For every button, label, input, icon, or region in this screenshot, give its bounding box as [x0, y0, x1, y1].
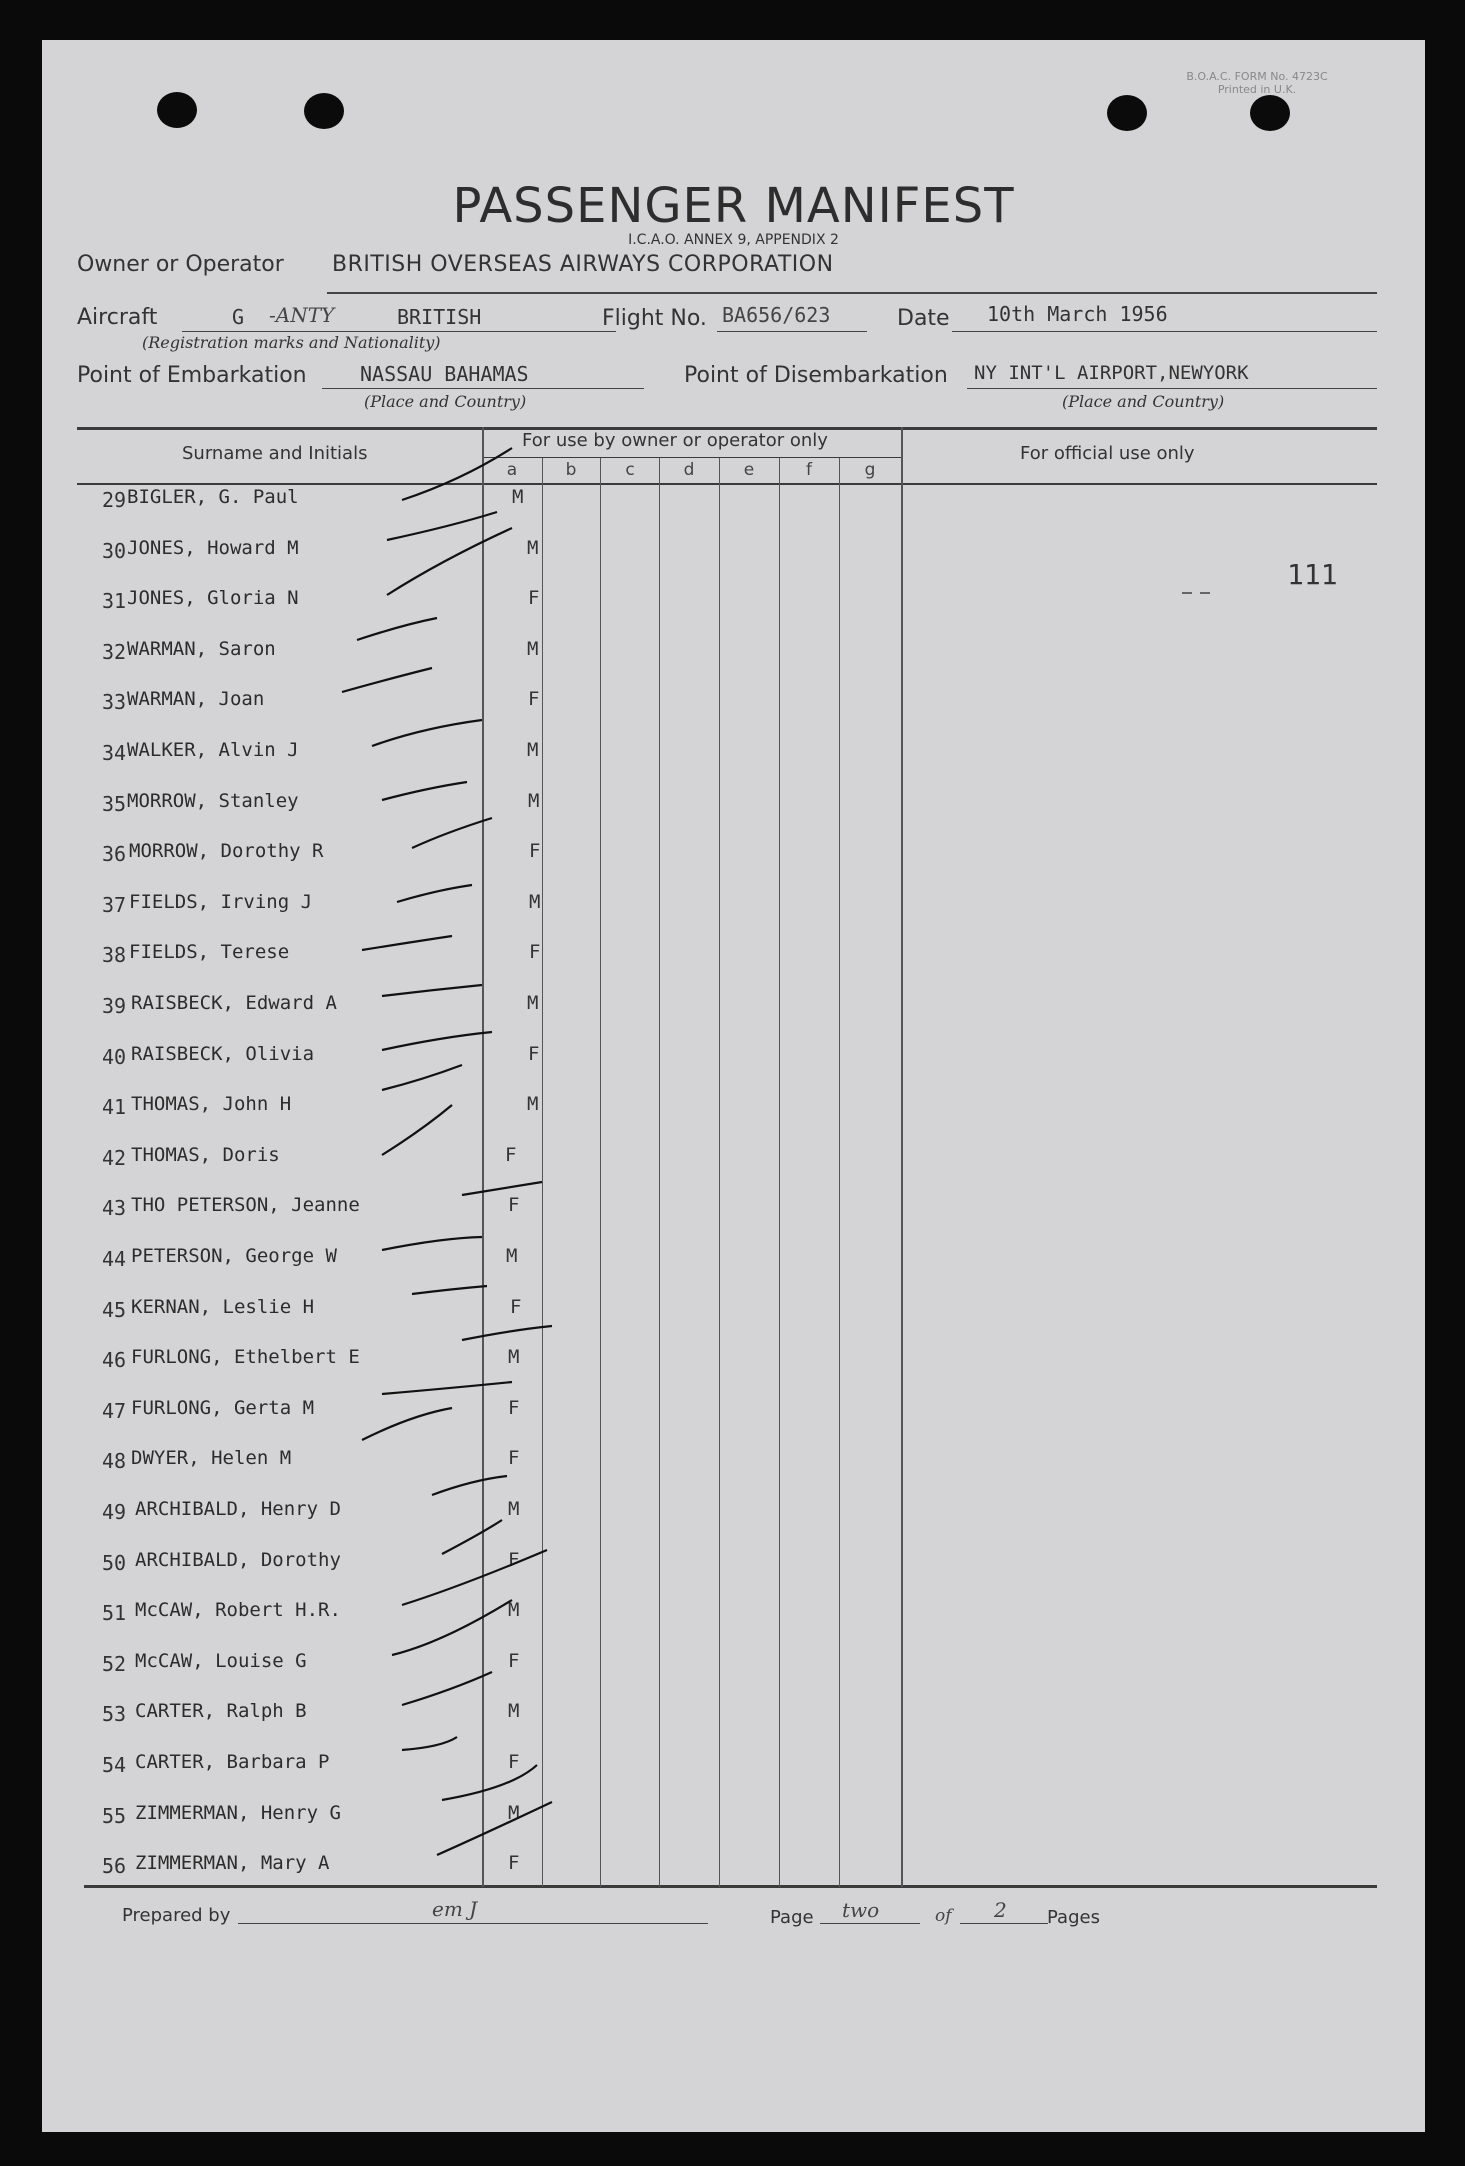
passenger-name: THOMAS, Doris: [131, 1143, 280, 1166]
row-number: 36: [102, 842, 127, 867]
owner-value: BRITISH OVERSEAS AIRWAYS CORPORATION: [332, 252, 834, 277]
prepared-signature: em J: [432, 1897, 478, 1921]
passenger-sex: M: [508, 1599, 520, 1622]
embarkation-label: Point of Embarkation: [77, 363, 307, 388]
aircraft-prefix: G: [232, 305, 245, 329]
flight-value: BA656/623: [722, 303, 831, 327]
passenger-sex: M: [508, 1700, 520, 1723]
col-letter-e: e: [743, 460, 755, 480]
page-underline: [820, 1923, 920, 1924]
check-stroke: [342, 668, 432, 692]
disembarkation-caption: (Place and Country): [1062, 392, 1225, 411]
row-number: 37: [102, 892, 127, 917]
of-label: of: [935, 1906, 952, 1926]
col-letter-f: f: [806, 460, 812, 480]
row-number: 47: [102, 1398, 127, 1423]
check-stroke: [372, 720, 482, 746]
passenger-name: MORROW, Stanley: [127, 789, 299, 812]
col-surname-header: Surname and Initials: [182, 443, 368, 464]
disembarkation-value: NY INT'L AIRPORT,NEWYORK: [974, 362, 1249, 384]
check-stroke: [402, 1550, 547, 1605]
page-label: Page: [770, 1907, 814, 1928]
row-number: 35: [102, 791, 127, 816]
check-stroke: [362, 936, 452, 950]
row-number: 55: [102, 1803, 127, 1828]
passenger-name: KERNAN, Leslie H: [131, 1295, 315, 1318]
aircraft-caption: (Registration marks and Nationality): [142, 333, 441, 352]
official-dash: [1200, 592, 1210, 594]
row-number: 39: [102, 994, 127, 1018]
passenger-sex: F: [510, 1295, 522, 1318]
passenger-sex: F: [508, 1396, 520, 1419]
page-title: PASSENGER MANIFEST: [452, 178, 1015, 234]
passenger-sex: M: [529, 890, 541, 913]
passenger-name: MORROW, Dorothy R: [129, 840, 324, 863]
row-number: 31: [102, 589, 127, 614]
of-underline: [960, 1923, 1048, 1924]
row-number: 52: [102, 1651, 127, 1676]
check-stroke: [462, 1326, 552, 1340]
passenger-sex: F: [529, 941, 541, 964]
passenger-name: ZIMMERMAN, Henry G: [135, 1801, 341, 1824]
row-number: 40: [102, 1044, 127, 1069]
passenger-sex: F: [528, 688, 540, 711]
check-stroke: [382, 1065, 462, 1090]
passenger-name: ARCHIBALD, Henry D: [135, 1498, 341, 1520]
prepared-underline: [238, 1923, 708, 1924]
passenger-sex: M: [527, 637, 539, 660]
check-stroke: [437, 1802, 552, 1855]
prepared-label: Prepared by: [122, 1905, 231, 1926]
check-stroke: [392, 1600, 512, 1655]
check-stroke: [387, 512, 497, 540]
embarkation-caption: (Place and Country): [364, 392, 527, 411]
page-value: two: [842, 1898, 880, 1922]
passenger-name: ARCHIBALD, Dorothy: [135, 1548, 341, 1571]
passenger-sex: F: [508, 1649, 520, 1672]
passenger-sex: M: [508, 1498, 520, 1520]
passenger-sex: F: [508, 1194, 520, 1217]
passenger-name: RAISBECK, Edward A: [131, 992, 337, 1014]
aircraft-label: Aircraft: [77, 305, 158, 330]
passenger-sex: M: [527, 992, 539, 1014]
passenger-name: FIELDS, Terese: [129, 941, 290, 964]
passenger-name: JONES, Gloria N: [127, 587, 299, 610]
row-number: 54: [102, 1753, 127, 1777]
passenger-sex: F: [508, 1548, 520, 1571]
check-stroke: [382, 1382, 512, 1394]
passenger-sex: M: [506, 1245, 518, 1267]
check-stroke: [462, 1182, 542, 1195]
check-stroke: [382, 1237, 482, 1250]
row-number: 29: [102, 488, 127, 512]
passenger-name: WALKER, Alvin J: [127, 739, 299, 761]
form-number: B.O.A.C. FORM No. 4723C Printed in U.K.: [1186, 70, 1328, 96]
row-number: 44: [102, 1247, 127, 1271]
row-number: 49: [102, 1500, 127, 1524]
aircraft-nationality: BRITISH: [397, 305, 482, 329]
row-number: 48: [102, 1449, 127, 1474]
passenger-name: JONES, Howard M: [127, 536, 299, 559]
passenger-sex: F: [528, 587, 540, 610]
passenger-sex: M: [508, 1801, 520, 1824]
col-owner-use-header: For use by owner or operator only: [522, 430, 828, 451]
passenger-name: DWYER, Helen M: [131, 1447, 292, 1470]
row-number: 46: [102, 1348, 127, 1373]
passenger-name: McCAW, Robert H.R.: [135, 1599, 341, 1622]
col-official-header: For official use only: [1020, 443, 1195, 464]
check-stroke: [362, 1408, 452, 1440]
check-stroke: [357, 618, 437, 640]
passenger-name: WARMAN, Saron: [127, 637, 276, 660]
col-letter-d: d: [683, 460, 695, 480]
col-letter-g: g: [864, 460, 876, 480]
passenger-sex: F: [508, 1751, 520, 1773]
check-stroke: [382, 985, 482, 996]
handwritten-check-marks: [42, 40, 1425, 2132]
row-number: 41: [102, 1095, 127, 1120]
row-number: 34: [102, 741, 127, 765]
of-value: 2: [994, 1898, 1007, 1922]
passenger-name: FURLONG, Ethelbert E: [131, 1346, 360, 1369]
col-letter-b: b: [565, 460, 577, 480]
passenger-name: FIELDS, Irving J: [129, 890, 313, 913]
passenger-name: WARMAN, Joan: [127, 688, 265, 711]
check-stroke: [382, 1032, 492, 1050]
passenger-name: BIGLER, G. Paul: [127, 486, 299, 508]
page-subtitle: I.C.A.O. ANNEX 9, APPENDIX 2: [628, 232, 839, 248]
manifest-paper: [42, 40, 1425, 2132]
official-mark: 111: [1287, 558, 1338, 591]
passenger-name: THO PETERSON, Jeanne: [131, 1194, 360, 1217]
row-number: 50: [102, 1550, 127, 1575]
row-number: 53: [102, 1702, 127, 1727]
check-stroke: [432, 1476, 507, 1495]
passenger-sex: F: [508, 1447, 520, 1470]
passenger-sex: M: [527, 536, 539, 559]
disembarkation-label: Point of Disembarkation: [684, 363, 948, 388]
passenger-name: McCAW, Louise G: [135, 1649, 307, 1672]
row-number: 32: [102, 639, 127, 664]
check-stroke: [402, 448, 512, 500]
row-number: 33: [102, 690, 127, 715]
check-stroke: [397, 885, 472, 902]
passenger-name: RAISBECK, Olivia: [131, 1042, 315, 1065]
check-stroke: [387, 528, 512, 595]
row-number: 42: [102, 1145, 127, 1170]
passenger-name: CARTER, Barbara P: [135, 1751, 330, 1773]
passenger-sex: M: [512, 486, 524, 508]
passenger-name: CARTER, Ralph B: [135, 1700, 307, 1723]
row-number: 43: [102, 1196, 127, 1221]
row-number: 30: [102, 538, 127, 563]
passenger-name: THOMAS, John H: [131, 1093, 292, 1116]
passenger-sex: M: [527, 1093, 539, 1116]
passenger-sex: F: [529, 840, 541, 863]
passenger-sex: F: [505, 1143, 517, 1166]
check-stroke: [442, 1765, 537, 1800]
col-letter-c: c: [625, 460, 635, 480]
pages-label: Pages: [1047, 1907, 1100, 1928]
passenger-name: FURLONG, Gerta M: [131, 1396, 315, 1419]
check-stroke: [412, 818, 492, 848]
flight-label: Flight No.: [602, 306, 707, 331]
passenger-sex: M: [527, 739, 539, 761]
check-stroke: [402, 1737, 457, 1750]
passenger-sex: M: [508, 1346, 520, 1369]
check-stroke: [382, 782, 467, 800]
passenger-name: PETERSON, George W: [131, 1245, 337, 1267]
official-dash: [1182, 592, 1192, 594]
check-stroke: [412, 1286, 487, 1294]
embarkation-value: NASSAU BAHAMAS: [360, 362, 529, 386]
check-stroke: [382, 1105, 452, 1155]
passenger-sex: F: [508, 1852, 520, 1875]
check-stroke: [442, 1520, 502, 1554]
passenger-name: ZIMMERMAN, Mary A: [135, 1852, 330, 1875]
passenger-sex: F: [528, 1042, 540, 1065]
check-stroke: [402, 1672, 492, 1705]
date-value: 10th March 1956: [987, 302, 1168, 326]
row-number: 56: [102, 1854, 127, 1879]
row-number: 38: [102, 943, 127, 968]
owner-label: Owner or Operator: [77, 252, 284, 277]
row-number: 51: [102, 1601, 127, 1626]
col-letter-a: a: [506, 460, 518, 480]
passenger-sex: M: [528, 789, 540, 812]
date-label: Date: [897, 306, 950, 331]
row-number: 45: [102, 1297, 127, 1322]
aircraft-registration: -ANTY: [269, 303, 335, 327]
